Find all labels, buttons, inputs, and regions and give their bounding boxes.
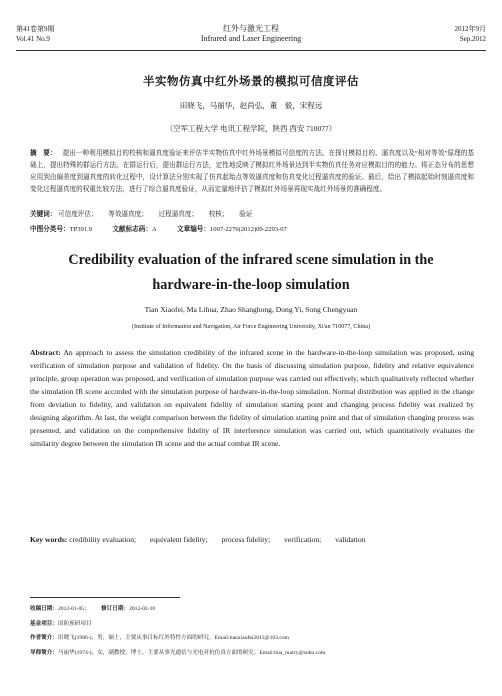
keyword-en: equivalent fidelity; [150, 535, 208, 544]
footnote-author [30, 631, 480, 646]
author-list-en: Tian Xiaofei, Ma Lihua, Zhao Shanghong, Dong Yi, Song Chengyuan [144, 305, 358, 314]
doc-code-value: A [151, 226, 157, 233]
issue-date-en: Sep.2012 [459, 35, 486, 43]
revised-date: 2012-02-10 [129, 606, 156, 612]
keywords-cn-label: 关键词： [30, 210, 57, 218]
keywords-en [30, 535, 474, 544]
journal-name-cn: 红外与激光工程 [223, 24, 279, 33]
keyword-cn: 等效逼真度； [108, 211, 148, 218]
revised-label: 修订日期： [101, 606, 130, 612]
keyword-cn: 校核； [208, 211, 229, 218]
running-header [16, 24, 486, 51]
footnotes [30, 602, 480, 660]
keyword-en: verification; [284, 535, 322, 544]
author-bio: 田晓飞(1986-)，男，硕士，主要从事目标红外特性方面的研究。Email:tianxiaofei2011@163.com [57, 635, 289, 641]
abstract-cn-label: 摘 要： [30, 149, 57, 157]
journal-issue-cn: 第41卷第9期 [16, 25, 55, 33]
author-bio-label: 作者简介： [30, 635, 58, 641]
keyword-cn: 过程逼真度； [158, 211, 199, 218]
abstract-en [30, 346, 474, 450]
journal-name-en: Infrared and Laser Engineering [200, 34, 302, 43]
received-date: 2012-01-05； [57, 606, 90, 612]
abstract-en-label: Abstract: [30, 348, 61, 357]
paper-title-en: Credibility evaluation of the infrared scene simulation in the hardware-in-the-loop simulation [68, 252, 434, 293]
advisor-bio: 马丽华(1974-)，女，副教授，博士，主要从事光通信与光电对抗仿真方面的研究。Email:hua_marry@sohu.com [57, 649, 326, 656]
advisor-bio-label: 导师简介： [30, 649, 58, 656]
classification-line [30, 223, 474, 233]
article-number-value: 1007-2276(2012)09-2293-07 [209, 226, 287, 233]
journal-issue-en: Vol.41 No.9 [16, 35, 50, 43]
affiliation-cn: （空军工程大学 电讯工程学院，陕西 西安 710077） [165, 124, 337, 133]
received-label: 收稿日期： [30, 606, 58, 612]
affiliation-en: (Institute of Information and Navigation, Air Force Engineering University, Xi'an 710077, China) [132, 324, 370, 330]
paper-title-cn: 半实物仿真中红外场景的模拟可信度评估 [143, 74, 359, 88]
article-number-label: 文章编号： [177, 225, 210, 233]
abstract-en-text: An approach to assess the simulation credibility of the infrared scene in the hardware-in-the-loop simulation was proposed, using verification of simulation purpose and validation of fidelity. On the basis of discussing simulation purpose, fidelity and relative equivalence principle, group operation was proposed, and verification of simulation purpose was carried out effectively, which qualitatively reflected whether the simulation IR scene accorded with the simulation purpose of hardware-in-the-loop simulation. Normal distribution was applied in the change from deviation to fidelity, and validation on equivalent fidelity of simulation starting point and changing process fidelity was realized by designing algorithm. At last, the weight comparison between the fidelity of simulation starting point and that of simulation changing process was presented, and validation on the comprehensive fidelity of IR interference simulation was carried out, which quantitatively evaluates the similarity degree between the simulation IR scene and the actual combat IR scene. [30, 348, 474, 448]
keyword-en: validation [335, 535, 366, 544]
keyword-cn: 验证 [239, 211, 253, 218]
clc-value: TP391.9 [69, 226, 93, 233]
footnote-fund [30, 617, 480, 632]
author-list-cn: 田晓飞，马丽华，赵尚弘，董 毅，宋程远 [179, 101, 323, 110]
issue-date [455, 24, 487, 44]
fund-label: 基金项目： [30, 620, 58, 627]
footnote-advisor [30, 646, 480, 661]
footnote-divider [30, 597, 180, 598]
doc-code-label: 文献标志码： [112, 225, 152, 233]
keyword-en: credibility evaluation; [69, 535, 137, 544]
journal-name [16, 24, 486, 44]
issue-date-cn: 2012年9月 [454, 25, 486, 33]
abstract-cn [30, 148, 474, 196]
footnote-dates [30, 602, 480, 617]
keyword-en: process fidelity; [221, 535, 271, 544]
fund-value: 国防预研项目 [57, 620, 92, 627]
keyword-cn: 可信度评估； [58, 211, 98, 218]
keywords-en-label: Key words: [30, 535, 68, 544]
keywords-cn [30, 208, 474, 218]
clc-label: 中图分类号： [30, 225, 70, 233]
abstract-cn-text: 提出一种利用模拟目的校核和逼真度验证来评估半实物仿真中红外场景模拟可信度的方法。在探讨模拟目的、逼真度以及“相对等效”原理的基础上，提出特殊的群运行方法。在群运行后，提出群运行方法，定性地反映了模拟红外场景达到半实物仿真任务对应模拟目的的能力。将正态分布的思想应用到由偏差度到逼真度的转化过程中，设计算法分别实现了仿真起始点等效逼真度和仿真变化过程逼真度的验证。最后，给出了模拟起始时刻逼真度和变化过程逼真度的权重比较方法，进行了综合逼真度验证，从而定量地评估了模拟红外场景再现实战红外场景的准确程度。 [30, 150, 474, 193]
